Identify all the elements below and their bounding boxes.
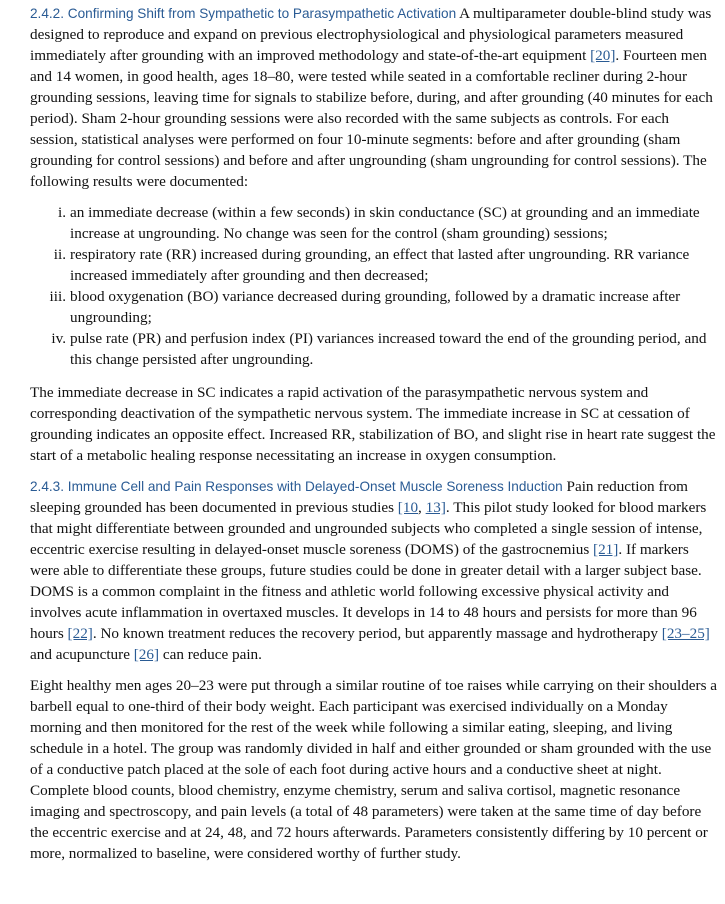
section-2-4-3-text-d: . No known treatment reduces the recovery period, but apparently massage and hydrotherapy bbox=[92, 625, 662, 642]
section-2-4-3-text-f: can reduce pain. bbox=[159, 646, 262, 663]
section-2-4-3-text-c: . If markers were able to differentiate these groups, future studies could be done in greater detail with a larger subject base. DOMS is a common complaint in the fitness and athletic world following excessive physical activity and involves acute inflammation in overtaxed muscles. It develops in 14 to 48 hours and persists for more than 96 hours bbox=[30, 541, 702, 642]
list-item bbox=[30, 202, 720, 244]
list-marker: iv. bbox=[51, 330, 66, 347]
citation-link-21[interactable]: [21] bbox=[593, 541, 619, 558]
list-item bbox=[30, 244, 720, 286]
list-item bbox=[30, 328, 720, 370]
section-2-4-3-heading: 2.4.3. Immune Cell and Pain Responses with Delayed-Onset Muscle Soreness Induction bbox=[30, 479, 563, 494]
list-marker: ii. bbox=[53, 246, 66, 263]
section-2-4-2-paragraph-2: The immediate decrease in SC indicates a rapid activation of the parasympathetic nervous system and corresponding deactivation of the sympathetic nervous system. The immediate increase in SC at cessation of grounding indicates an opposite effect. Increased RR, stabilization of BO, and slight rise in heart rate suggest the start of a metabolic healing response necessitating an increase in oxygen consumption. bbox=[30, 384, 716, 464]
list-item-text: pulse rate (PR) and perfusion index (PI) variances increased toward the end of the grounding period, and this change persisted after ungrounding. bbox=[70, 330, 707, 368]
section-2-4-2-text-a: A multiparameter double-blind study was designed to reproduce and expand on previous electrophysiological and physiological parameters measured immediately after grounding with an improved methodology and state-of-the-art equipment bbox=[30, 5, 712, 64]
section-2-4-2-paragraph-1 bbox=[30, 3, 720, 192]
list-item-text: blood oxygenation (BO) variance decreased during grounding, followed by a dramatic increase after ungrounding; bbox=[70, 288, 681, 326]
section-2-4-3-text-a: Pain reduction from sleeping grounded has been documented in previous studies bbox=[30, 478, 688, 516]
citation-link-20[interactable]: [20] bbox=[590, 47, 616, 64]
results-list bbox=[30, 202, 720, 370]
list-item bbox=[30, 286, 720, 328]
citation-link-22[interactable]: [22] bbox=[67, 625, 93, 642]
list-marker: i. bbox=[57, 204, 66, 221]
list-item-text: respiratory rate (RR) increased during grounding, an effect that lasted after ungrounding. RR variance increased immediately after grounding and then decreased; bbox=[70, 246, 690, 284]
list-item-text: an immediate decrease (within a few seconds) in skin conductance (SC) at grounding and an immediate increase at ungrounding. No change was seen for the control (sham grounding) sessions; bbox=[70, 204, 700, 242]
citation-link-23-25[interactable]: [23–25] bbox=[661, 625, 710, 642]
citation-separator: , bbox=[418, 499, 426, 516]
citation-link-13[interactable]: 13] bbox=[425, 499, 446, 516]
section-2-4-2-text-b: . Fourteen men and 14 women, in good health, ages 18–80, were tested while seated in a comfortable recliner during 2-hour grounding sessions, leaving time for signals to stabilize before, during, and after grounding (40 minutes for each period). Sham 2-hour grounding sessions were also recorded with the same subjects as controls. For each session, statistical analyses were performed on four 10-minute segments: before and after grounding (sham grounding for control sessions) and before and after ungrounding (sham ungrounding for control sessions). The following results were documented: bbox=[30, 47, 713, 190]
section-2-4-3-paragraph-1 bbox=[30, 476, 720, 665]
list-marker: iii. bbox=[49, 288, 66, 305]
section-2-4-3-paragraph-2: Eight healthy men ages 20–23 were put through a similar routine of toe raises while carrying on their shoulders a barbell equal to one-third of their body weight. Each participant was exercised individually on a Monday morning and then monitored for the rest of the week while following a similar eating, sleeping, and living schedule in a hotel. The group was randomly divided in half and either grounded or sham grounded with the use of a conductive patch placed at the sole of each foot during active hours and a conductive sheet at night. Complete blood counts, blood chemistry, enzyme chemistry, serum and saliva cortisol, magnetic resonance imaging and spectroscopy, and pain levels (a total of 48 parameters) were taken at the same time of day before the eccentric exercise and at 24, 48, and 72 hours afterwards. Parameters consistently differing by 10 percent or more, normalized to baseline, were considered worthy of further study. bbox=[30, 677, 718, 862]
citation-link-26[interactable]: [26] bbox=[133, 646, 160, 663]
citation-link-10[interactable]: [10 bbox=[397, 499, 419, 516]
article-body bbox=[30, 3, 720, 864]
section-2-4-3-text-b: . This pilot study looked for blood markers that might differentiate between grounded and ungrounded subjects who completed a single session of intense, eccentric exercise resulting in delayed-onset muscle soreness (DOMS) of the gastrocnemius bbox=[30, 499, 707, 558]
section-2-4-3-text-e: and acupuncture bbox=[30, 646, 134, 663]
section-2-4-2-heading: 2.4.2. Confirming Shift from Sympathetic to Parasympathetic Activation bbox=[30, 6, 457, 21]
